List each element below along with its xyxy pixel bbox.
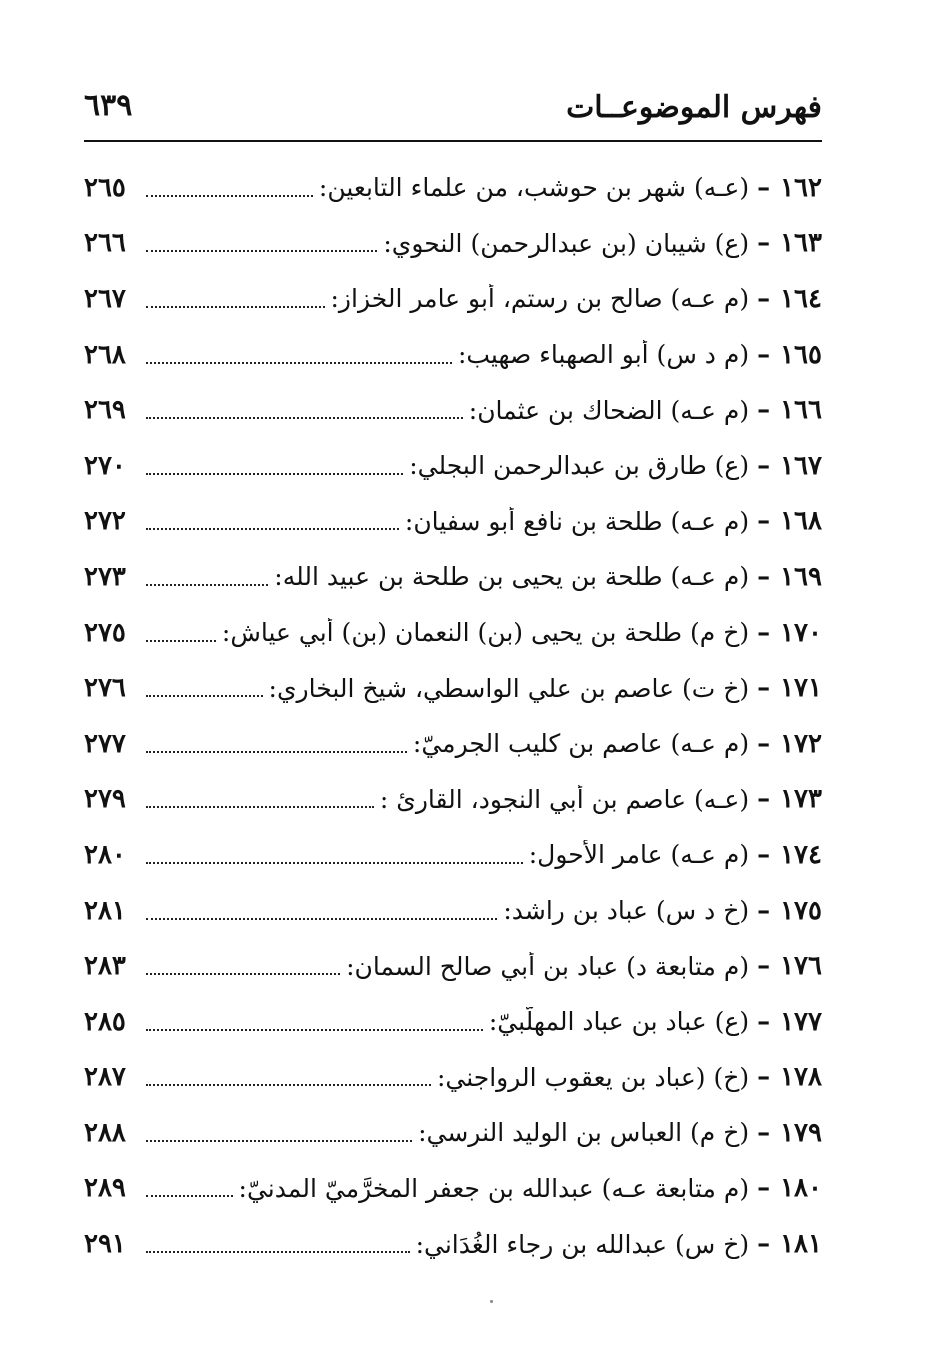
entry-title: (خ ت) عاصم بن علي الواسطي، شيخ البخاري: <box>268 673 750 703</box>
entry-page-number: ٢٦٩ <box>84 395 126 426</box>
toc-entry <box>84 772 822 828</box>
toc-entry <box>84 1105 822 1161</box>
toc-entry <box>84 438 822 494</box>
entry-page-number: ٢٧٠ <box>84 450 126 481</box>
toc-entry <box>84 382 822 438</box>
entry-title: (م عـه) طلحة بن يحيى بن طلحة بن عبيد الله: <box>274 562 750 592</box>
entry-title: (م متابعة عـه) عبدالله بن جعفر المخرَّميّ المدنيّ: <box>238 1173 750 1203</box>
entry-page-number: ٢٦٧ <box>84 283 126 314</box>
dot-leader <box>146 973 340 975</box>
dot-leader <box>146 1084 431 1086</box>
entry-dash: – <box>757 673 771 704</box>
entry-dash: – <box>757 1173 771 1204</box>
entry-number: ١٧٢ <box>780 728 822 759</box>
entry-dash: – <box>757 283 771 314</box>
entry-title: (م عـه) الضحاك بن عثمان: <box>468 395 750 425</box>
entry-title: (خ د س) عباد بن راشد: <box>503 896 750 926</box>
entry-page-number: ٢٨٩ <box>84 1173 126 1204</box>
dot-leader <box>146 250 377 252</box>
toc-entry <box>84 216 822 272</box>
dot-leader <box>146 1029 483 1031</box>
dot-leader <box>146 918 497 920</box>
entry-page-number: ٢٦٥ <box>84 172 126 203</box>
entry-number: ١٧٣ <box>780 784 822 815</box>
entry-dash: – <box>757 339 771 370</box>
page-speck <box>490 1300 493 1303</box>
entry-dash: – <box>757 395 771 426</box>
entry-number: ١٦٢ <box>780 172 822 203</box>
entry-page-number: ٢٨٣ <box>84 951 126 982</box>
entry-number: ١٦٩ <box>780 561 822 592</box>
toc-entry <box>84 994 822 1050</box>
entry-dash: – <box>757 951 771 982</box>
dot-leader <box>146 473 403 475</box>
entry-dash: – <box>757 784 771 815</box>
header-rule <box>84 140 822 142</box>
toc-entry <box>84 883 822 939</box>
dot-leader <box>146 806 374 808</box>
dot-leader <box>146 1251 410 1253</box>
entry-dash: – <box>757 617 771 648</box>
dot-leader <box>146 528 399 530</box>
entry-title: (م عـه) عامر الأحول: <box>528 840 750 870</box>
entry-dash: – <box>757 895 771 926</box>
entry-page-number: ٢٩١ <box>84 1229 126 1260</box>
toc-entry <box>84 1050 822 1106</box>
toc-entry <box>84 549 822 605</box>
entry-number: ١٧٠ <box>780 617 822 648</box>
dot-leader <box>146 1195 233 1197</box>
entry-number: ١٦٧ <box>780 450 822 481</box>
entry-dash: – <box>757 561 771 592</box>
entry-title: (ع) عباد بن عباد المهلّبيّ: <box>488 1007 750 1037</box>
entry-number: ١٦٣ <box>780 228 822 259</box>
entry-title: (م عـه) صالح بن رستم، أبو عامر الخزاز: <box>330 284 750 314</box>
entry-dash: – <box>757 1229 771 1260</box>
dot-leader <box>146 695 263 697</box>
entry-dash: – <box>757 1062 771 1093</box>
entry-number: ١٧٥ <box>780 895 822 926</box>
dot-leader <box>146 751 407 753</box>
toc-entry <box>84 271 822 327</box>
toc-entry <box>84 1216 822 1272</box>
entry-number: ١٧٧ <box>780 1006 822 1037</box>
page-number: ٦٣٩ <box>84 88 133 123</box>
entry-dash: – <box>757 228 771 259</box>
entry-page-number: ٢٧٢ <box>84 506 126 537</box>
entry-page-number: ٢٧٧ <box>84 728 126 759</box>
entry-number: ١٧٩ <box>780 1117 822 1148</box>
dot-leader <box>146 1140 412 1142</box>
entry-number: ١٦٦ <box>780 395 822 426</box>
page-title: فهرس الموضوعــات <box>566 90 822 125</box>
entry-page-number: ٢٨١ <box>84 895 126 926</box>
entry-page-number: ٢٨٥ <box>84 1006 126 1037</box>
dot-leader <box>146 417 463 419</box>
entry-page-number: ٢٧٣ <box>84 561 126 592</box>
entry-dash: – <box>757 506 771 537</box>
dot-leader <box>146 640 216 642</box>
toc-entry <box>84 160 822 216</box>
entry-dash: – <box>757 1117 771 1148</box>
entry-title: (م عـه) عاصم بن كليب الجرميّ: <box>412 729 750 759</box>
entry-dash: – <box>757 450 771 481</box>
entry-dash: – <box>757 839 771 870</box>
dot-leader <box>146 362 452 364</box>
entry-title: (خ م) طلحة بن يحيى (بن) النعمان (بن) أبي عياش: <box>221 618 750 648</box>
toc-entry <box>84 827 822 883</box>
toc-entry <box>84 938 822 994</box>
entry-page-number: ٢٧٥ <box>84 617 126 648</box>
entry-number: ١٦٨ <box>780 506 822 537</box>
dot-leader <box>146 862 523 864</box>
entry-number: ١٦٥ <box>780 339 822 370</box>
entry-number: ١٨١ <box>780 1229 822 1260</box>
entry-dash: – <box>757 172 771 203</box>
entry-title: (ع) طارق بن عبدالرحمن البجلي: <box>409 451 750 481</box>
entry-title: (م عـه) طلحة بن نافع أبو سفيان: <box>404 506 750 536</box>
entry-page-number: ٢٧٦ <box>84 673 126 704</box>
page-header <box>84 84 822 132</box>
entry-page-number: ٢٧٩ <box>84 784 126 815</box>
dot-leader <box>146 306 325 308</box>
entry-title: (خ) (عباد بن يعقوب الرواجني: <box>436 1062 750 1092</box>
entry-number: ١٧٦ <box>780 951 822 982</box>
toc-entry <box>84 1161 822 1217</box>
toc-entry <box>84 660 822 716</box>
toc-entry <box>84 605 822 661</box>
entry-title: (م متابعة د) عباد بن أبي صالح السمان: <box>346 951 750 981</box>
entry-title: (م د س) أبو الصهباء صهيب: <box>457 340 750 370</box>
entry-number: ١٧١ <box>780 673 822 704</box>
entry-dash: – <box>757 728 771 759</box>
dot-leader <box>146 195 313 197</box>
entry-page-number: ٢٨٧ <box>84 1062 126 1093</box>
entry-page-number: ٢٦٨ <box>84 339 126 370</box>
entry-number: ١٦٤ <box>780 283 822 314</box>
entry-title: (ع) شيبان (بن عبدالرحمن) النحوي: <box>383 228 750 258</box>
dot-leader <box>146 584 268 586</box>
entry-title: (خ س) عبدالله بن رجاء الغُدَاني: <box>415 1229 750 1259</box>
entry-number: ١٧٨ <box>780 1062 822 1093</box>
entry-page-number: ٢٦٦ <box>84 228 126 259</box>
entry-title: (عـه) شهر بن حوشب، من علماء التابعين: <box>318 173 750 203</box>
toc-entry <box>84 327 822 383</box>
entry-page-number: ٢٨٨ <box>84 1117 126 1148</box>
toc-entry <box>84 716 822 772</box>
table-of-contents <box>84 160 822 1272</box>
entry-title: (خ م) العباس بن الوليد النرسي: <box>418 1118 750 1148</box>
entry-number: ١٧٤ <box>780 839 822 870</box>
entry-title: (عـه) عاصم بن أبي النجود، القارئ : <box>379 784 750 814</box>
entry-number: ١٨٠ <box>780 1173 822 1204</box>
entry-dash: – <box>757 1006 771 1037</box>
entry-page-number: ٢٨٠ <box>84 839 126 870</box>
toc-entry <box>84 494 822 550</box>
